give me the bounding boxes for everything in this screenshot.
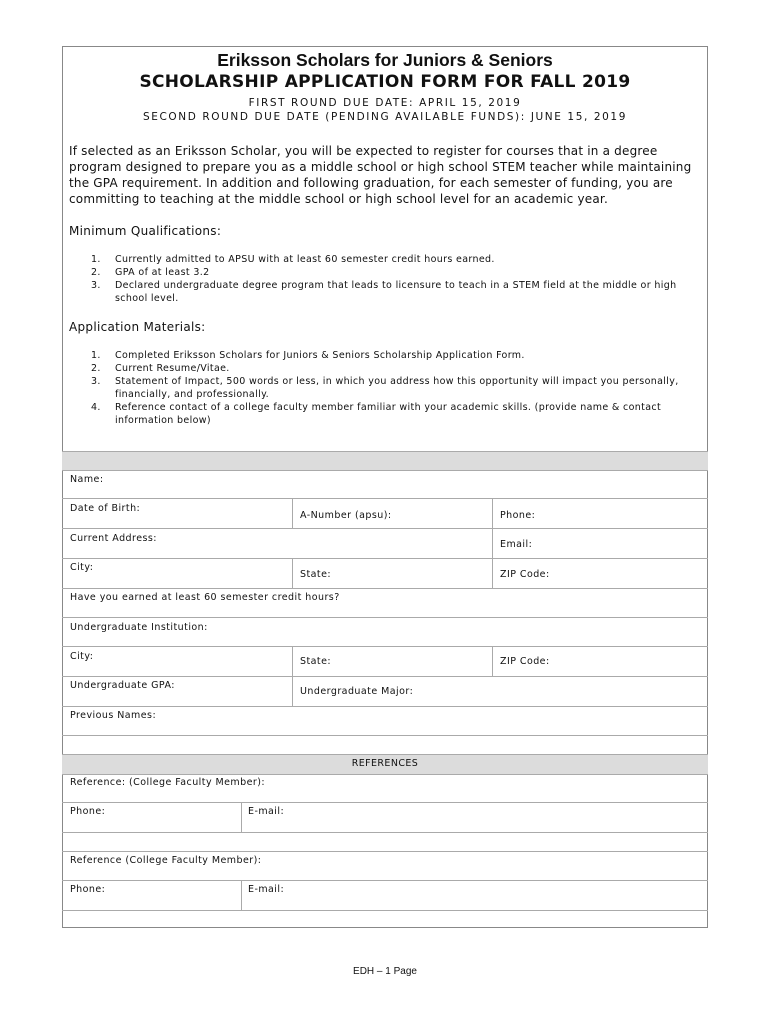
column-divider xyxy=(292,646,293,706)
institution-label: Undergraduate Institution: xyxy=(70,622,208,633)
page-footer: EDH – 1 Page xyxy=(353,966,417,977)
anumber-label: A-Number (apsu): xyxy=(300,510,392,521)
ref2-label: Reference (College Faculty Member): xyxy=(70,855,262,866)
prev-names-row xyxy=(62,706,708,735)
second-due-date: SECOND ROUND DUE DATE (PENDING AVAILABLE FUNDS): JUNE 15, 2019 xyxy=(143,111,627,123)
column-divider xyxy=(292,498,293,528)
ref1-email-label: E-mail: xyxy=(248,806,285,817)
column-divider xyxy=(241,880,242,910)
email-label: Email: xyxy=(500,539,533,550)
address-label: Current Address: xyxy=(70,533,157,544)
list-item: 2. GPA of at least 3.2 xyxy=(91,267,210,278)
zip-label: ZIP Code: xyxy=(500,569,550,580)
materials-heading: Application Materials: xyxy=(69,320,206,334)
gpa-label: Undergraduate GPA: xyxy=(70,680,175,691)
materials-list xyxy=(69,349,689,427)
name-row xyxy=(62,470,708,498)
qualifications-list xyxy=(69,253,689,305)
references-heading: REFERENCES xyxy=(351,758,419,769)
list-item: 3. Statement of Impact, 500 words or less, in which you address how this opportunity will impact you personally, financially, and professionally. xyxy=(91,376,679,400)
ref1-contact-row xyxy=(62,802,708,832)
blank-row xyxy=(62,910,708,929)
name-label: Name: xyxy=(70,474,104,485)
ref1-phone-label: Phone: xyxy=(70,806,106,817)
column-divider xyxy=(241,802,242,832)
column-divider xyxy=(292,558,293,588)
list-item: 1. Completed Eriksson Scholars for Juniors & Seniors Scholarship Application Form. xyxy=(91,350,525,361)
list-item: 4. Reference contact of a college faculty member familiar with your academic skills. (provide name & contact information below) xyxy=(91,402,662,426)
city-row xyxy=(62,558,708,588)
ref1-label: Reference: (College Faculty Member): xyxy=(70,777,266,788)
blank-row xyxy=(62,832,708,851)
address-row xyxy=(62,528,708,558)
dob-label: Date of Birth: xyxy=(70,503,141,514)
list-item: 1. Currently admitted to APSU with at least 60 semester credit hours earned. xyxy=(91,254,495,265)
ref2-contact-row xyxy=(62,880,708,910)
form-title: Eriksson Scholars for Juniors & Seniors xyxy=(217,50,553,70)
section-divider xyxy=(62,451,708,470)
previous-names-label: Previous Names: xyxy=(70,710,157,721)
inst-city-row xyxy=(62,646,708,676)
credit-hours-question: Have you earned at least 60 semester credit hours? xyxy=(70,592,340,603)
inst-state-label: State: xyxy=(300,656,332,667)
ref2-phone-label: Phone: xyxy=(70,884,106,895)
intro-paragraph: If selected as an Eriksson Scholar, you will be expected to register for courses that in a degree program designed to prepare you as a middle school or high school STEM teacher while maintaining the GPA requirement. In addition and following graduation, for each semester of funding, you are committing to teaching at the middle school or high school level for an academic year. xyxy=(69,144,692,206)
column-divider xyxy=(492,498,493,588)
inst-city-label: City: xyxy=(70,651,94,662)
first-due-date: FIRST ROUND DUE DATE: APRIL 15, 2019 xyxy=(248,97,522,109)
list-item: 2. Current Resume/Vitae. xyxy=(91,363,230,374)
inst-zip-label: ZIP Code: xyxy=(500,656,550,667)
blank-row xyxy=(62,735,708,754)
major-label: Undergraduate Major: xyxy=(300,686,414,697)
qualifications-heading: Minimum Qualifications: xyxy=(69,224,222,238)
city-label: City: xyxy=(70,562,94,573)
state-label: State: xyxy=(300,569,332,580)
ref2-email-label: E-mail: xyxy=(248,884,285,895)
list-item: 3. Declared undergraduate degree program that leads to licensure to teach in a STEM field at the middle or high school level. xyxy=(91,280,677,304)
column-divider xyxy=(492,646,493,676)
phone-label: Phone: xyxy=(500,510,536,521)
form-subtitle: SCHOLARSHIP APPLICATION FORM FOR FALL 2019 xyxy=(139,72,631,92)
